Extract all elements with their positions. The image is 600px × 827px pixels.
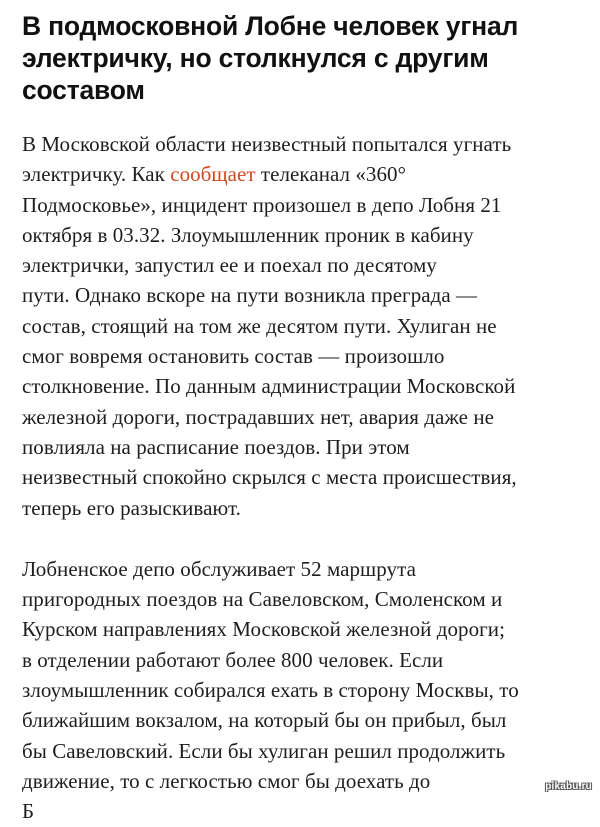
paragraph-line: Б bbox=[22, 799, 35, 824]
paragraph-line: пригородных поездов на Савеловском, Смоленском и bbox=[22, 587, 503, 612]
paragraph-line: В Московской области неизвестный попытался угнать bbox=[22, 132, 512, 156]
paragraph-line: состав, стоящий на том же десятом пути. Хулиган не bbox=[22, 313, 497, 338]
article bbox=[22, 0, 597, 827]
paragraph-line: злоумышленник собирался ехать в сторону Москвы, то bbox=[22, 678, 519, 703]
paragraph-line: электрички, запустил ее и поехал по десятому bbox=[22, 253, 437, 278]
paragraph-line: теперь его разыскивают. bbox=[22, 495, 241, 520]
title-line: электричку, но столкнулся с другим bbox=[22, 43, 489, 73]
title-line: В подмосковной Лобне человек угнал bbox=[22, 11, 519, 41]
paragraph-line: движение, то с легкостью смог бы доехать до bbox=[22, 768, 431, 793]
paragraph-line: Курском направлениях Московской железной дороги; bbox=[22, 617, 505, 642]
paragraph-line: в отделении работают более 800 человек. Если bbox=[22, 647, 444, 672]
paragraph-line: смог вовремя остановить состав — произошло bbox=[22, 344, 445, 369]
paragraph-line bbox=[22, 159, 597, 189]
article-paragraph-2 bbox=[22, 554, 597, 827]
text-fragment: телеканал «360° bbox=[255, 162, 407, 187]
paragraph-line: пути. Однако вскоре на пути возникла преграда — bbox=[22, 283, 478, 308]
paragraph-line: бы Савеловский. Если бы хулиган решил продолжить bbox=[22, 738, 506, 763]
title-line: составом bbox=[22, 75, 145, 105]
article-title bbox=[22, 10, 597, 106]
paragraph-line: ближайшим вокзалом, на который бы он прибыл, был bbox=[22, 708, 507, 733]
paragraph-line: повлияла на расписание поездов. При этом bbox=[22, 434, 410, 459]
paragraph-line: октября в 03.32. Злоумышленник проник в кабину bbox=[22, 222, 474, 247]
paragraph-line: Подмосковье», инцидент произошел в депо Лобня 21 bbox=[22, 192, 502, 217]
text-fragment: электричку. Как bbox=[22, 162, 171, 187]
paragraph-line: железной дороги, пострадавших нет, авария даже не bbox=[22, 404, 494, 429]
watermark-logo: pikabu.ru bbox=[545, 781, 592, 792]
paragraph-line: неизвестный спокойно скрылся с места происшествия, bbox=[22, 465, 517, 490]
source-link[interactable]: сообщает bbox=[170, 162, 256, 187]
article-paragraph-1 bbox=[22, 129, 597, 523]
paragraph-line: столкновение. По данным администрации Московской bbox=[22, 374, 516, 399]
paragraph-line: Лобненское депо обслуживает 52 маршрута bbox=[22, 556, 416, 581]
